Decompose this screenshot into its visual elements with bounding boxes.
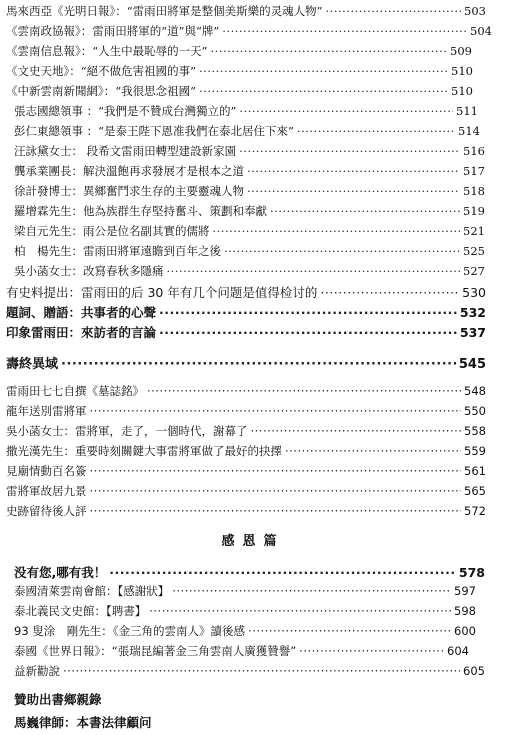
leader-dots: [224, 246, 460, 258]
toc-entry: [6, 403, 486, 419]
entry-title: 見廟情動百名簽: [6, 464, 87, 478]
entry-page: 537: [459, 325, 486, 340]
entry-page: 527: [463, 264, 485, 278]
entry-page: 530: [462, 285, 486, 300]
entry-title: 徐計發博士：異鄉奮鬥求生存的主要靈魂人物: [14, 184, 244, 198]
leader-dots: [199, 66, 448, 78]
entry-title: 吳小菡女士：雷將軍，走了，一個時代，謝幕了: [6, 424, 248, 438]
leader-dots: [222, 26, 467, 38]
leader-dots: [213, 226, 461, 238]
toc-entry: [6, 353, 486, 372]
entry-page: 509: [450, 44, 472, 58]
leader-dots: [299, 646, 444, 658]
entry-title: 93 叟涂 剛先生：《金三角的雲南人》讀後感: [14, 624, 246, 638]
entry-page: 550: [464, 404, 486, 418]
leader-dots: [326, 6, 462, 18]
leader-dots: [247, 186, 460, 198]
entry-page: 559: [464, 444, 486, 458]
entry-page: 565: [464, 484, 486, 498]
entry-title: 撒光漢先生：重要時刻關鍵大事雷將軍做了最好的抉擇: [6, 444, 282, 458]
leader-dots: [159, 327, 457, 340]
entry-title: 《雲南信息報》：“人生中最恥辱的一天”: [6, 44, 208, 58]
entry-title: 《中新雲南新聞網》：“我很思念祖國”: [6, 84, 197, 98]
toc-entry: [6, 43, 472, 59]
toc-entry: [6, 323, 486, 341]
toc-entry: [14, 713, 485, 731]
entry-page: 605: [463, 664, 485, 678]
toc-entry: [14, 163, 485, 179]
entry-title: 龍年送別雷將軍: [6, 404, 87, 418]
entry-page: 598: [454, 604, 476, 618]
toc-entry: [6, 23, 492, 39]
entry-page: 504: [470, 24, 492, 38]
entry-title: 没有您,哪有我！: [14, 565, 107, 580]
entry-title: 馬巍律師：本書法律顧问: [14, 715, 152, 730]
toc-entry: [14, 243, 485, 259]
leader-dots: [90, 406, 462, 418]
entry-page: 561: [464, 464, 486, 478]
toc-entry: [14, 183, 485, 199]
entry-title: 龔承業團長：解決溫飽再求發展才是根本之道: [14, 164, 244, 178]
leader-dots: [320, 287, 459, 300]
leader-dots: [270, 206, 460, 218]
entry-title: 泰國《世界日報》：“張瑞昆編著金三角雲南人廣獲贊譽”: [14, 644, 297, 658]
entry-page: 511: [456, 104, 478, 118]
entry-page: 514: [458, 124, 480, 138]
entry-page: 518: [463, 184, 485, 198]
section-heading: 感恩篇: [221, 534, 285, 549]
entry-title: 贊助出書鄉親錄: [14, 692, 102, 707]
entry-title: 《雲南政協報》：雷雨田將軍的“道”與“牌”: [6, 24, 220, 38]
entry-title: 印象雷雨田：來訪者的言論: [6, 325, 157, 340]
entry-page: 510: [451, 64, 473, 78]
toc-entry: [14, 143, 485, 159]
toc-entry: [6, 3, 486, 19]
leader-dots: [149, 606, 451, 618]
leader-dots: [247, 166, 460, 178]
toc-entry: [14, 203, 485, 219]
toc-entry: [14, 623, 476, 639]
entry-title: 有史料提出：雷雨田的后 30 年有几个问题是值得检讨的: [6, 285, 318, 300]
toc-entry: [14, 563, 485, 581]
entry-page: 572: [464, 504, 486, 518]
entry-title: 柏 楊先生：雷雨田將軍遠瞻到百年之後: [14, 244, 221, 258]
entry-title: 雷雨田七七自撰《墓誌銘》: [6, 384, 144, 398]
toc-entry: [6, 483, 486, 499]
leader-dots: [297, 126, 455, 138]
entry-page: 517: [463, 164, 485, 178]
entry-title: 壽終異域: [6, 357, 59, 372]
toc-entry: [6, 303, 486, 321]
leader-dots: [63, 666, 460, 678]
toc-entry: [6, 63, 473, 79]
toc-entry: [6, 383, 486, 399]
leader-dots: [147, 386, 461, 398]
leader-dots: [172, 586, 451, 598]
entry-title: 《文史天地》：“絕不做危害祖國的事”: [6, 64, 197, 78]
toc-entry: [14, 123, 480, 139]
toc-entry: [6, 463, 486, 479]
entry-page: 521: [463, 224, 485, 238]
entry-page: 503: [464, 4, 486, 18]
entry-page: 604: [447, 644, 469, 658]
leader-dots: [159, 307, 457, 320]
leader-dots: [90, 466, 462, 478]
entry-title: 吳小菡女士：改寫春秋多隱痛: [14, 264, 164, 278]
leader-dots: [248, 626, 451, 638]
entry-title: 題詞、贈語：共事者的心聲: [6, 305, 157, 320]
leader-dots: [239, 106, 453, 118]
toc-entry: [14, 223, 485, 239]
toc-entry: [6, 83, 473, 99]
toc-entry: [14, 583, 476, 599]
leader-dots: [239, 146, 460, 158]
leader-dots: [285, 446, 461, 458]
entry-page: 558: [464, 424, 486, 438]
toc-entry: [6, 443, 486, 459]
entry-title: 泰北義民文史館：【聘書】: [14, 604, 147, 618]
leader-dots: [199, 86, 448, 98]
entry-title: 羅增霖先生：他為族群生存堅持奮斗、策劃和奉獻: [14, 204, 267, 218]
entry-title: 張志國總領事 ：“我們是不贊成台灣獨立的”: [14, 104, 237, 118]
entry-page: 548: [464, 384, 486, 398]
entry-title: 泰國清萊雲南會館：【感謝狀】: [14, 584, 170, 598]
toc-entry: [6, 503, 486, 519]
entry-page: 532: [459, 305, 486, 320]
entry-title: 雷將軍故居九景: [6, 484, 87, 498]
toc-entry: [14, 603, 476, 619]
entry-page: 525: [463, 244, 485, 258]
leader-dots: [90, 506, 462, 518]
toc-entry: [14, 663, 485, 679]
entry-page: 600: [454, 624, 476, 638]
entry-page: 519: [463, 204, 485, 218]
entry-title: 益新勸說: [14, 664, 60, 678]
leader-dots: [90, 486, 462, 498]
toc-entry: [14, 643, 469, 659]
leader-dots: [109, 567, 456, 580]
leader-dots: [61, 358, 456, 371]
leader-dots: [167, 266, 461, 278]
entry-page: 510: [451, 84, 473, 98]
toc-entry: [6, 283, 486, 301]
entry-page: 578: [458, 565, 485, 580]
entry-title: 汪詠黛女士： 段希文雷雨田轉型建設新家園: [14, 144, 237, 158]
toc-entry: [14, 690, 485, 708]
toc-entry: [6, 423, 486, 439]
leader-dots: [251, 426, 462, 438]
entry-page: 516: [463, 144, 485, 158]
toc-entry: [14, 263, 485, 279]
entry-title: 史跡留待後人評: [6, 504, 87, 518]
entry-title: 梁自元先生：雨公是位名副其實的儒將: [14, 224, 210, 238]
entry-page: 597: [454, 584, 476, 598]
entry-page: 545: [458, 357, 486, 372]
toc-entry: [14, 103, 478, 119]
entry-title: 馬來西亞《光明日報》：“雷雨田將軍是整個美斯樂的灵魂人物”: [6, 4, 323, 18]
leader-dots: [211, 46, 448, 58]
entry-title: 彭仁東總領事 ：“是泰王陛下恩准我們在泰北居住下來”: [14, 124, 294, 138]
